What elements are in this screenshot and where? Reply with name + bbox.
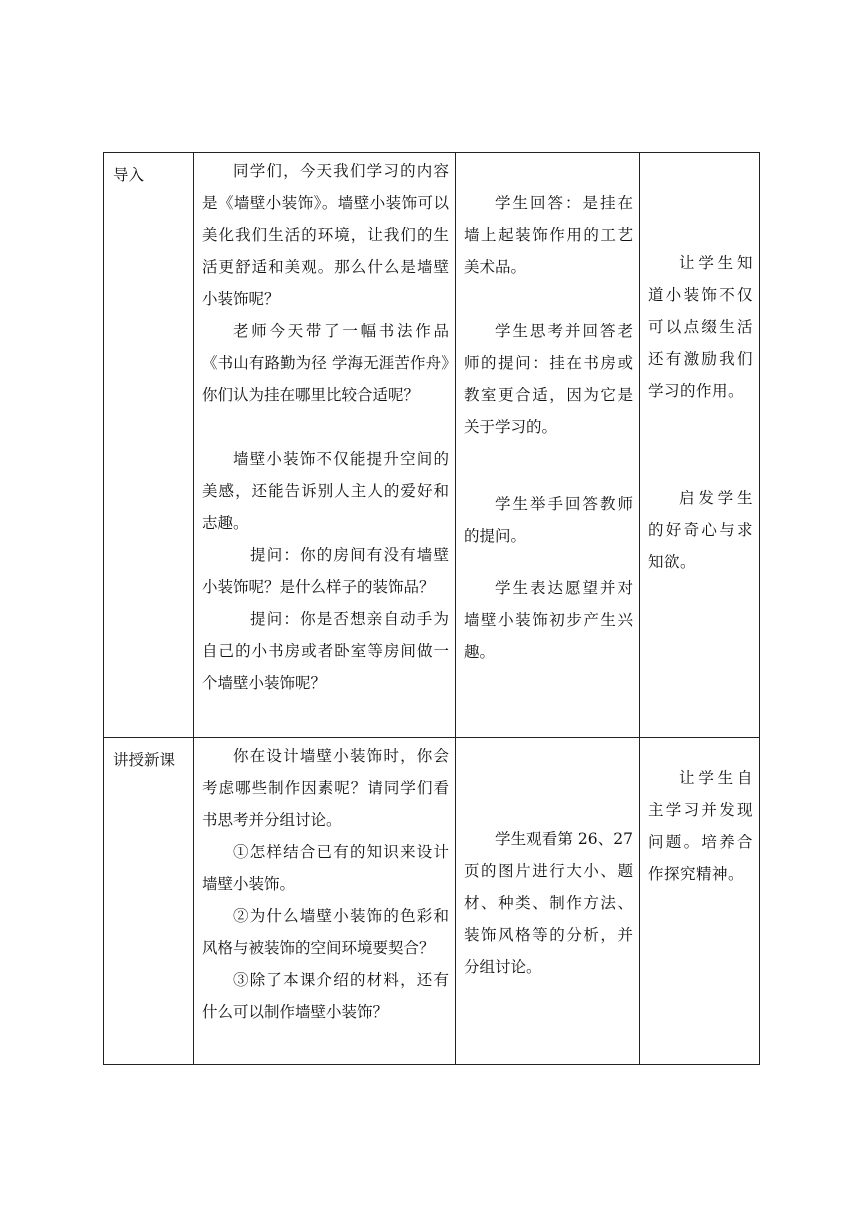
purpose-paragraph: 让学生知道小装饰不仅可以点缀生活还有激励我们学习的作用。	[648, 254, 753, 400]
student-paragraph: 学生表达愿望并对墙壁小装饰初步产生兴趣。	[464, 579, 633, 661]
stage-cell	[104, 738, 194, 1065]
teacher-paragraph: ③除了本课介绍的材料，还有什么可以制作墙壁小装饰？	[202, 971, 449, 1021]
teacher-paragraph: ②为什么墙壁小装饰的色彩和风格与被装饰的空间环境要契合？	[202, 907, 449, 957]
stage-label: 导入	[113, 166, 145, 184]
teacher-activity-cell	[194, 738, 456, 1065]
purpose-paragraph: 启发学生的好奇心与求知欲。	[648, 489, 753, 571]
student-paragraph: 学生回答：是挂在墙上起装饰作用的工艺美术品。	[464, 194, 633, 276]
teacher-paragraph: ①怎样结合已有的知识来设计墙壁小装饰。	[202, 843, 449, 893]
teacher-paragraph: 你在设计墙壁小装饰时，你会考虑哪些制作因素呢？请同学们看书思考并分组讨论。	[202, 747, 449, 829]
purpose-paragraph: 让学生自主学习并发现问题。培养合作探究精神。	[648, 769, 753, 883]
student-paragraph: 学生举手回答教师的提问。	[464, 495, 633, 545]
teacher-paragraph: 提问：你是否想亲自动手为自己的小书房或者卧室等房间做一个墙壁小装饰呢？	[202, 610, 449, 692]
student-activity-cell	[456, 738, 640, 1065]
table-row-new-lesson	[104, 738, 760, 1065]
table-row-intro	[104, 153, 760, 738]
teacher-paragraph: 提问：你的房间有没有墙壁小装饰呢？是什么样子的装饰品？	[202, 546, 449, 596]
teacher-paragraph: 墙壁小装饰不仅能提升空间的美感，还能告诉别人主人的爱好和志趣。	[202, 450, 449, 532]
student-activity-cell	[456, 153, 640, 738]
stage-label: 讲授新课	[113, 751, 176, 769]
design-purpose-cell	[640, 153, 760, 738]
teacher-paragraph: 老师今天带了一幅书法作品《书山有路勤为径 学海无涯苦作舟》你们认为挂在哪里比较合适呢？	[202, 322, 449, 404]
teacher-paragraph: 同学们，今天我们学习的内容是《墙壁小装饰》。墙壁小装饰可以美化我们生活的环境，让我们的生活更舒适和美观。那么什么是墙壁小装饰呢？	[202, 162, 449, 308]
stage-cell	[104, 153, 194, 738]
student-paragraph: 学生思考并回答老师的提问：挂在书房或教室更合适，因为它是关于学习的。	[464, 322, 633, 436]
design-purpose-cell	[640, 738, 760, 1065]
student-paragraph: 学生观看第 26、27页的图片进行大小、题材、种类、制作方法、装饰风格等的分析，并分组讨论。	[464, 830, 633, 976]
lesson-plan-table	[103, 152, 760, 1065]
teacher-activity-cell	[194, 153, 456, 738]
